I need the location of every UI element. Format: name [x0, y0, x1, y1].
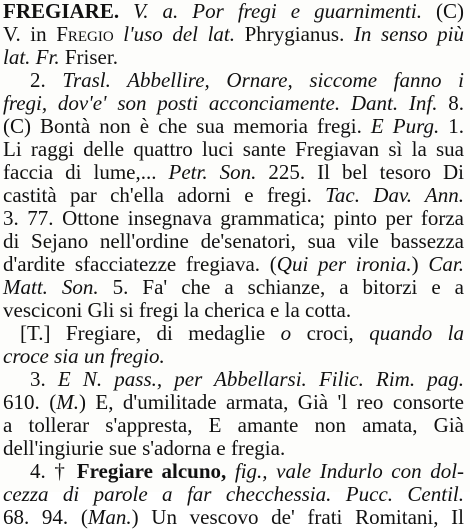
italic-run: Fr.: [35, 45, 60, 69]
text-run: 1.: [439, 114, 464, 138]
italic-run: quando la: [369, 321, 464, 345]
bold-run: Fregiare alcuno,: [76, 459, 227, 483]
italic-run: cezza di parole a far checchessia. Pucc. Centil.: [3, 482, 464, 506]
entry-line: [3, 161, 464, 184]
text-run: ) Un vescovo de' frati Romitani, Il: [131, 505, 464, 529]
text-run: vesciconi Gli si fregi la cherica e la cotta.: [3, 298, 352, 322]
italic-run: o: [280, 321, 292, 345]
text-run: (C) Bontà non è che sua memoria fregi.: [3, 114, 371, 138]
entry-line: [3, 230, 464, 253]
italic-run: Petr. Son.: [168, 160, 257, 184]
text-run: 610. (: [3, 390, 57, 414]
entry-line: [3, 391, 464, 414]
text-run: 68. 94. (: [3, 505, 88, 529]
italic-run: Tac. Dav. Ann.: [325, 183, 464, 207]
italic-run: M.: [56, 390, 79, 414]
text-run: 4. †: [30, 459, 77, 483]
text-run: 8.: [437, 91, 464, 115]
entry-line: [3, 92, 464, 115]
italic-run: V. a. Por fregi e guarnimenti.: [133, 0, 422, 23]
entry-line: [30, 368, 464, 391]
italic-run: Qui per ironia.: [276, 252, 412, 276]
text-run: 2.: [30, 68, 63, 92]
text-run: 225. Il bel tesoro Di: [256, 160, 465, 184]
entry-line: [3, 253, 464, 276]
text-run: [226, 459, 235, 483]
text-run: Friser.: [59, 45, 118, 69]
text-run: [114, 22, 124, 46]
entry-line: [30, 69, 464, 92]
text-run: a tollerar s'appresta, E amante non amata, Già: [3, 413, 464, 437]
italic-run: In senso più: [353, 22, 465, 46]
text-run: dell'ingiurie sue s'adorna e fregia.: [3, 436, 286, 460]
italic-run: Car.: [428, 252, 464, 276]
text-run: Li raggi delle quattro luci sante Fregiavan sì la sua: [3, 137, 464, 161]
text-run: 3.: [30, 367, 58, 391]
text-run: castità par ch'ella adorni e fregi.: [3, 183, 326, 207]
entry-line: [3, 506, 464, 529]
entry-line: [3, 345, 464, 368]
text-run: [119, 0, 133, 23]
italic-run: Matt. Son.: [3, 275, 99, 299]
entry-line: [3, 138, 464, 161]
text-run: [T.] Fregiare, di medaglie: [20, 321, 281, 345]
entry-line: [30, 460, 464, 483]
text-run: faccia di lume,...: [3, 160, 169, 184]
italic-run: Trasl. Abbellire, Ornare, siccome fanno i: [62, 68, 465, 92]
entry-line: [3, 483, 464, 506]
italic-run: fig., vale Indurlo con dol-: [234, 459, 465, 483]
italic-run: Man.: [87, 505, 132, 529]
text-run: 3. 77. Ottone insegnava grammatica; pinto per forza: [3, 206, 464, 230]
italic-run: E Purg.: [370, 114, 440, 138]
entry-line: [3, 299, 464, 322]
italic-run: E N. pass., per Abbellarsi. Filic. Rim. pag.: [57, 367, 464, 391]
text-run: (C): [421, 0, 464, 23]
italic-run: croce sia un fregio.: [3, 344, 165, 368]
text-run: d'ardite sfacciatezze fregiava. (: [3, 252, 277, 276]
text-run: di Sejano nell'ordine de'senatori, sua vile bassezza: [3, 229, 464, 253]
entry-line: [3, 437, 464, 460]
text-run: croci,: [291, 321, 370, 345]
text-run: Phrygianus.: [235, 22, 354, 46]
entry-line: [3, 276, 464, 299]
entry-line: [3, 0, 464, 23]
italic-run: lat.: [3, 45, 31, 69]
entry-line: [3, 46, 464, 69]
text-run: V. in: [3, 22, 57, 46]
entry-line: [3, 115, 464, 138]
italic-run: l'uso del lat.: [123, 22, 235, 46]
bold-run: FREGIARE.: [3, 0, 120, 23]
italic-run: fregi, dov'e' son posti acconciamente. Dant. Inf.: [3, 91, 438, 115]
entry-line: [3, 23, 464, 46]
entry-line: [3, 184, 464, 207]
text-run: 5. Fa' che a schianze, a bitorzi e a: [98, 275, 464, 299]
entry-line: [20, 322, 464, 345]
small-caps-run: Fregio: [56, 22, 114, 46]
text-run: ) E, d'umilitade armata, Già 'l reo consorte: [78, 390, 465, 414]
entry-line: [3, 207, 464, 230]
text-run: ): [411, 252, 429, 276]
entry-line: [3, 414, 464, 437]
